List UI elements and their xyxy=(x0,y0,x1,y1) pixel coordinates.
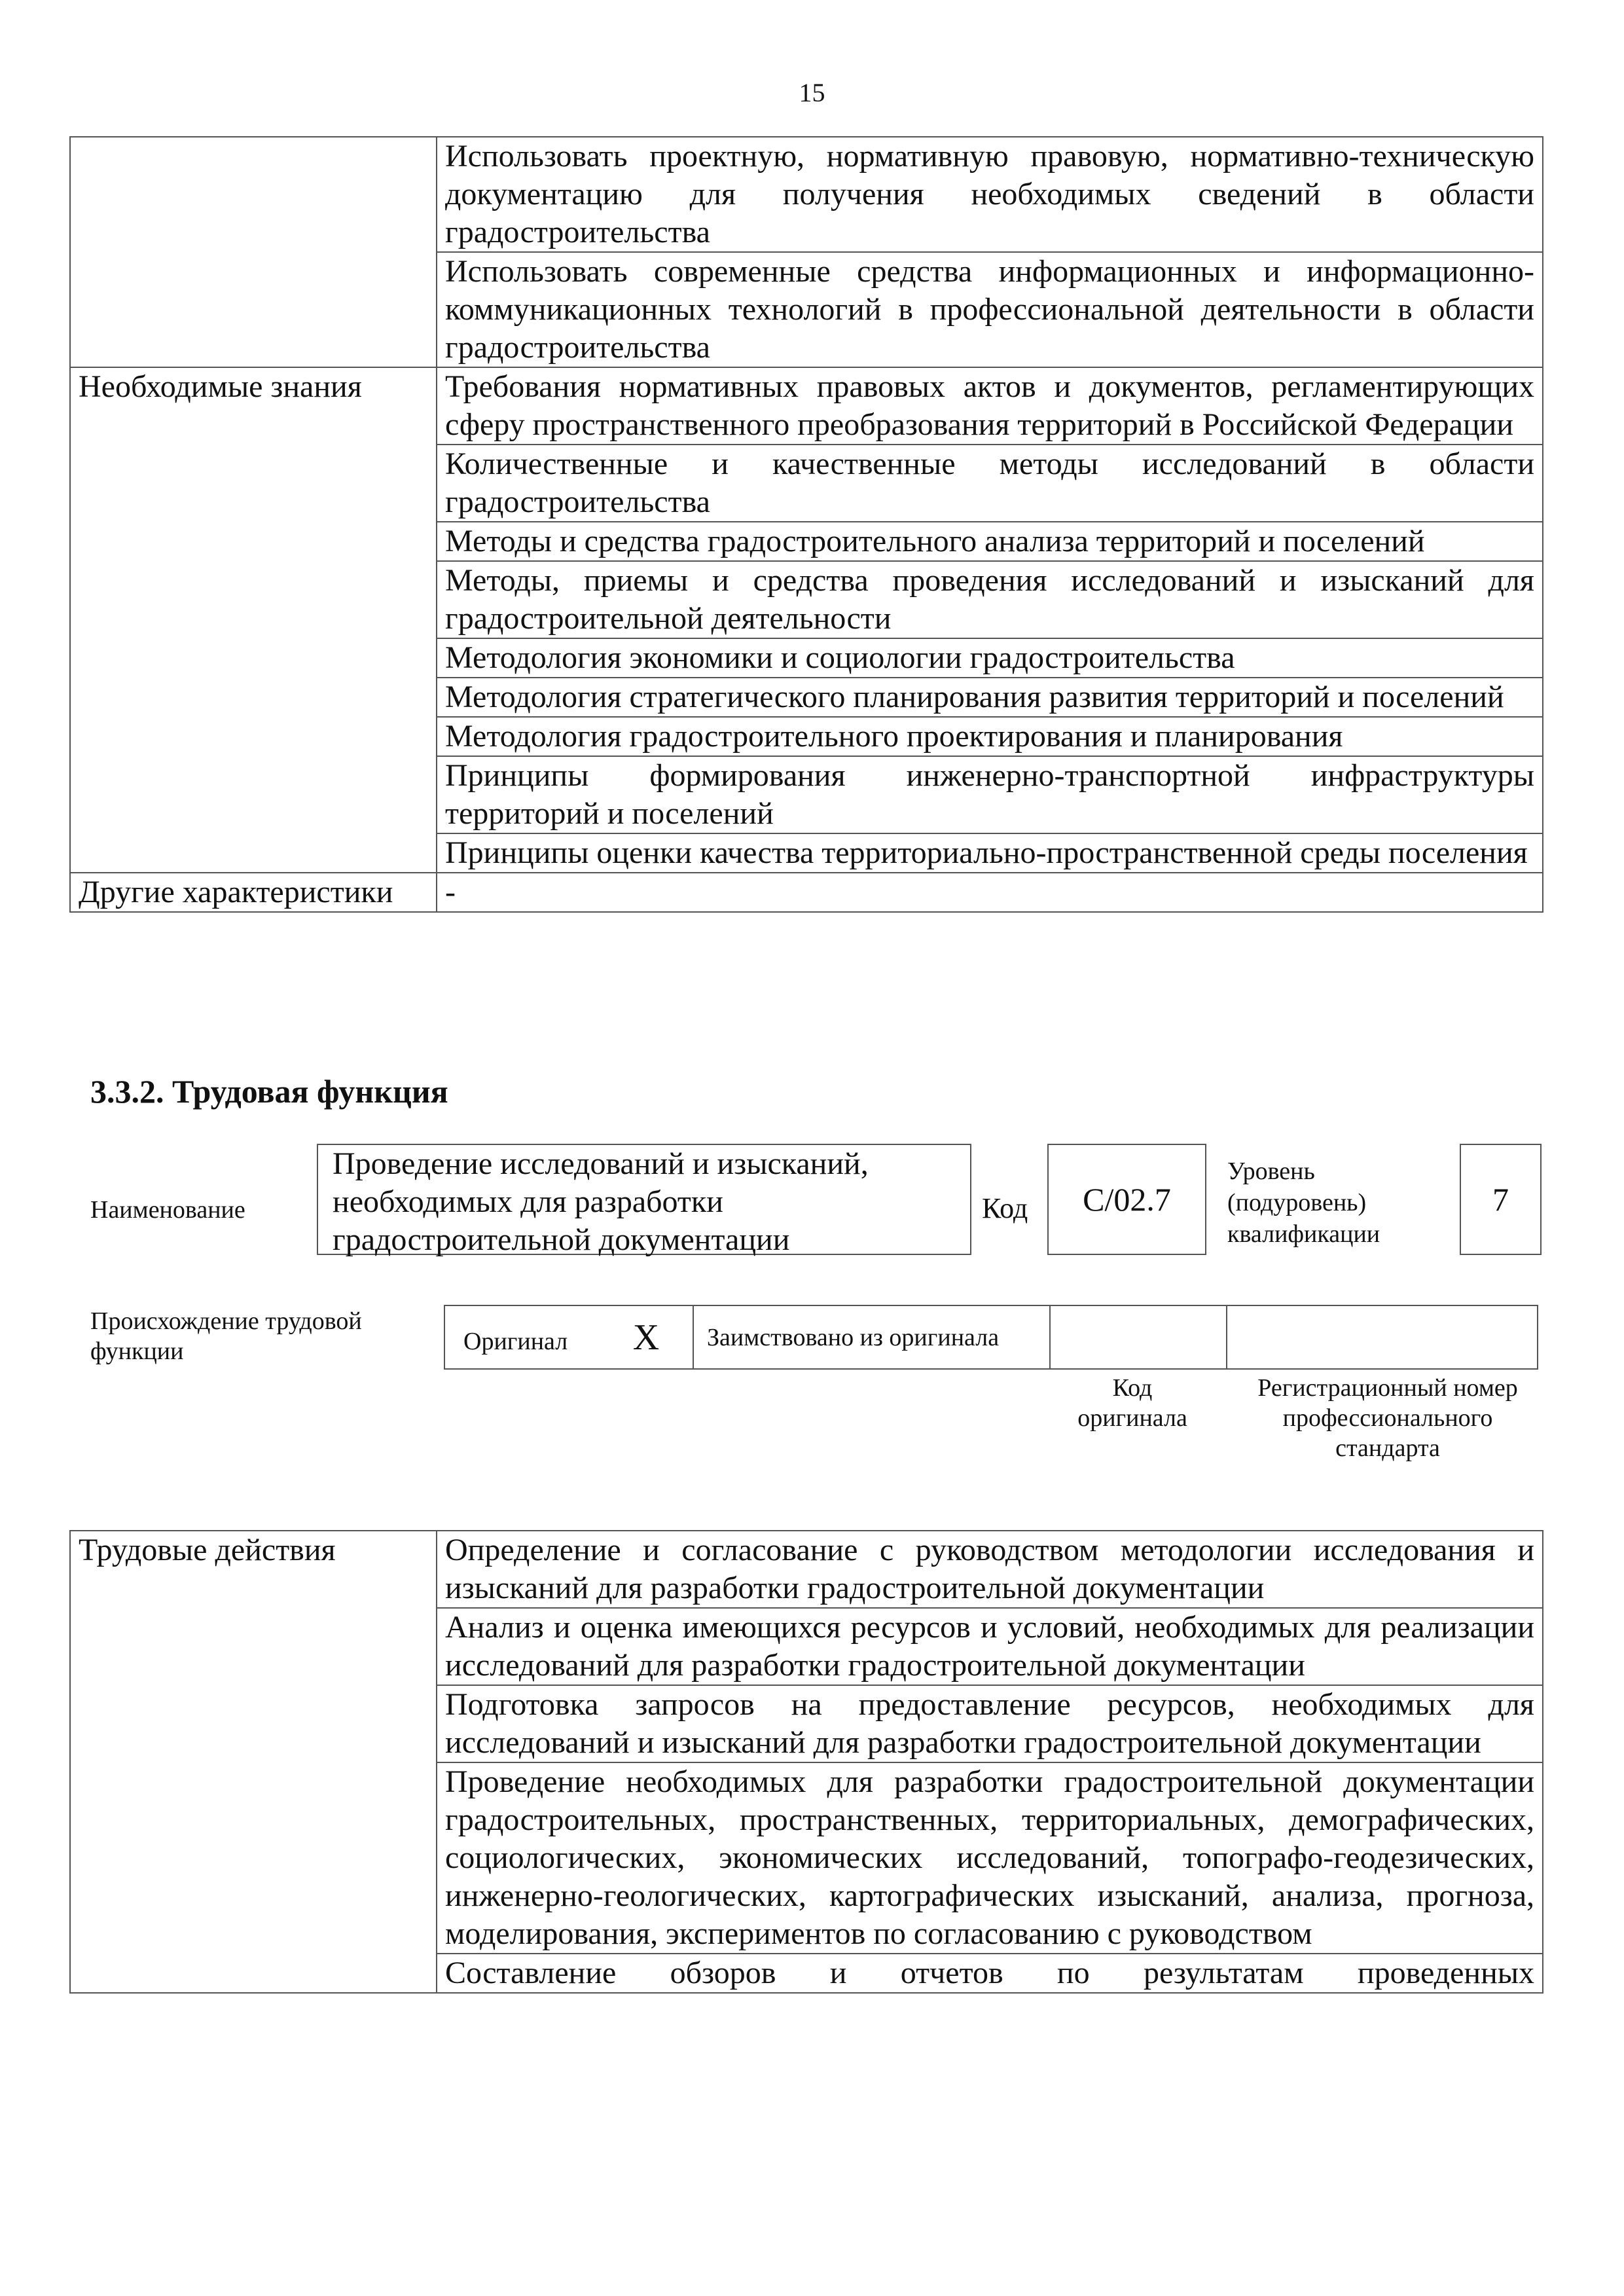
knowledge-cell: Требования нормативных правовых актов и документов, регламентирующих сферу пространственного преобразования территорий в Российской Федерации xyxy=(437,367,1543,445)
knowledge-cell: Методы, приемы и средства проведения исследований и изысканий для градостроительной деятельности xyxy=(437,561,1543,638)
skill-cell: Использовать современные средства информационных и информационно-коммуникационных технологий в профессиональной деятельности в области градостроительства xyxy=(437,252,1543,367)
other-value: - xyxy=(437,873,1543,912)
original-cell xyxy=(444,1305,693,1369)
action-cell: Составление обзоров и отчетов по результатам проведенных xyxy=(437,1954,1543,1993)
action-cell: Определение и согласование с руководством методологии исследования и изысканий для разработки градостроительной документации xyxy=(437,1531,1543,1608)
action-cell: Анализ и оценка имеющихся ресурсов и условий, необходимых для реализации исследований для разработки градостроительной документации xyxy=(437,1608,1543,1685)
original-mark: X xyxy=(632,1317,660,1358)
table-row xyxy=(70,367,1543,445)
level-label-line: (подуровень) xyxy=(1227,1189,1367,1216)
other-label: Другие характеристики xyxy=(70,873,437,912)
knowledge-cell: Методология экономики и социологии градостроительства xyxy=(437,638,1543,678)
code-original-cell xyxy=(1050,1305,1227,1369)
knowledge-cell: Принципы оценки качества территориально-пространственной среды поселения xyxy=(437,833,1543,873)
knowledge-cell: Принципы формирования инженерно-транспортной инфраструктуры территорий и поселений xyxy=(437,756,1543,833)
code-original-caption: Код оригинала xyxy=(1077,1374,1187,1432)
level-label xyxy=(1227,1156,1380,1250)
actions-label: Трудовые действия xyxy=(70,1531,437,1993)
regnum-caption: Регистрационный номер профессионального стандарта xyxy=(1257,1374,1518,1462)
name-label: Наименование xyxy=(90,1196,245,1224)
action-cell: Подготовка запросов на предоставление ресурсов, необходимых для исследований и изысканий для разработки градостроительной документации xyxy=(437,1685,1543,1762)
actions-table xyxy=(69,1530,1543,1994)
table-row xyxy=(70,137,1543,252)
table-row xyxy=(70,873,1543,912)
empty-label-cell xyxy=(70,137,437,367)
page-number: 15 xyxy=(799,78,825,107)
knowledge-cell: Методология стратегического планирования развития территорий и поселений xyxy=(437,678,1543,717)
section-title: 3.3.2. Трудовая функция xyxy=(90,1073,448,1110)
level-label-line: Уровень xyxy=(1227,1157,1315,1185)
level-field: 7 xyxy=(1460,1144,1542,1255)
action-cell: Проведение необходимых для разработки градостроительной документации градостроительных, пространственных, территориальных, демографических, социологических, экономических исследований, топографо-геодезических, инженерно-геологических, картографических изысканий, анализа, прогноза, моделирования, экспериментов по согласованию с руководством xyxy=(437,1762,1543,1954)
code-field: C/02.7 xyxy=(1047,1144,1206,1255)
borrowed-label: Заимствовано из оригинала xyxy=(693,1305,1050,1369)
name-field: Проведение исследований и изысканий, необходимых для разработки градостроительной документации xyxy=(317,1144,971,1255)
table-row xyxy=(70,1531,1543,1608)
skill-cell: Использовать проектную, нормативную правовую, нормативно-техническую документацию для получения необходимых сведений в области градостроительства xyxy=(437,137,1543,252)
origin-table xyxy=(444,1305,1538,1370)
original-label: Оригинал xyxy=(463,1327,568,1355)
origin-label: Происхождение трудовой функции xyxy=(90,1307,362,1365)
knowledge-cell: Методология градостроительного проектирования и планирования xyxy=(437,717,1543,756)
table-row xyxy=(444,1305,1538,1369)
code-label: Код xyxy=(982,1192,1028,1224)
knowledge-cell: Методы и средства градостроительного анализа территорий и поселений xyxy=(437,522,1543,561)
knowledge-table xyxy=(69,136,1543,913)
regnum-cell xyxy=(1227,1305,1538,1369)
level-label-line: квалификации xyxy=(1227,1220,1380,1248)
knowledge-label: Необходимые знания xyxy=(70,367,437,873)
knowledge-cell: Количественные и качественные методы исследований в области градостроительства xyxy=(437,445,1543,522)
